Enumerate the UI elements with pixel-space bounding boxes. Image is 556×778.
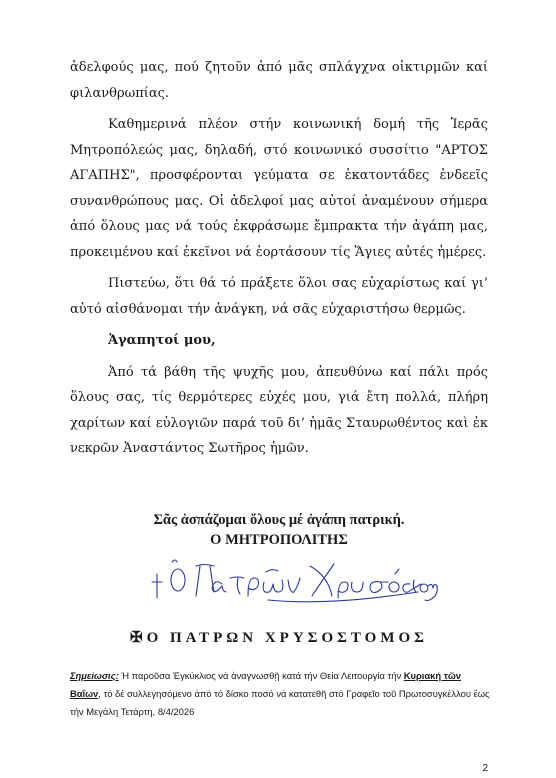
notes-text-1: Ἡ παροῦσα Ἐγκύκλιος νά ἀναγνωσθῇ κατά τήν Θεία Λειτουργία τήν: [118, 670, 404, 681]
signatory-name: ✠Ο ΠΑΤΡΩΝ ΧΡΥΣΟΣΤΟΜΟΣ: [130, 630, 428, 646]
notes-block: [70, 667, 490, 721]
handwritten-signature: [148, 552, 438, 604]
closing-title: Ο ΜΗΤΡΟΠΟΛΙΤΗΣ: [210, 532, 348, 548]
closing-salutation: Σᾶς ἀσπάζομαι ὅλους μέ ἀγάπη πατρική.: [153, 512, 405, 528]
paragraph-soup-kitchen: Καθημερινά πλέον στήν κοινωνική δομή τῆς Ἱερᾶς Μητροπόλεώς μας, δηλαδή, στό κοινωνικό συσσίτιο "ΑΡΤΟΣ ΑΓΑΠΗΣ", προσφέρονται γεύματα σε ἑκατοντάδες ἐνδεεῖς συνανθρώπους μας. Οἱ ἀδελφοί μας αὐτοί ἀναμένουν σήμερα ἀπό ὅλους μας νά τούς ἐκφράσωμε ἔμπρακτα τήν ἀγάπη μας, προκειμένου καί ἐκεῖνοι νά ἑορτάσουν τίς Ἅγιες αὐτές ἡμέρες.: [70, 117, 488, 260]
page-number: 2: [482, 763, 488, 774]
greeting-heading: Ἀγαπητοί μου,: [108, 333, 216, 348]
paragraph-wishes: Ἀπό τά βάθη τῆς ψυχῆς μου, ἀπευθύνω καί πάλι πρός ὅλους σας, τίς θερμότερες εὐχές μου, γιά ἔτη πολλά, πλήρη χαρίτων καί εὐλογιῶν παρά τοῦ δι’ ἡμᾶς Σταυρωθέντος καὶ ἐκ νεκρῶν Ἀναστάντος Σωτῆρος ἡμῶν.: [70, 364, 488, 456]
closing-block: [70, 510, 488, 550]
letter-body: [70, 55, 488, 462]
paragraph-continuation: ἀδελφούς μας, πού ζητοῦν ἀπό μᾶς σπλάγχνα οἰκτιρμῶν καί φιλανθρωπίας.: [70, 60, 488, 101]
notes-label: Σημείωσις:: [70, 670, 119, 681]
notes-text-2: , τό δέ συλλεγησόμενο ἀπό τό δίσκο ποσό νά κατατεθῆ στό Γραφεῖο τοῦ Πρωτοσυγκέλλου ἕως τήν Μεγάλη Τετάρτη, 8/4/2026: [70, 688, 490, 717]
notes-sunday-name: Κυριακή τῶν Βαΐων: [70, 670, 462, 699]
signature-drawing: [148, 552, 438, 604]
paragraph-thanks: Πιστεύω, ὅτι θά τό πράξετε ὅλοι σας εὐχαρίστως καί γι’ αὐτό αἰσθάνομαι τήν ἀνάγκη, νά σᾶς εὐχαριστήσω θερμῶς.: [70, 276, 488, 317]
